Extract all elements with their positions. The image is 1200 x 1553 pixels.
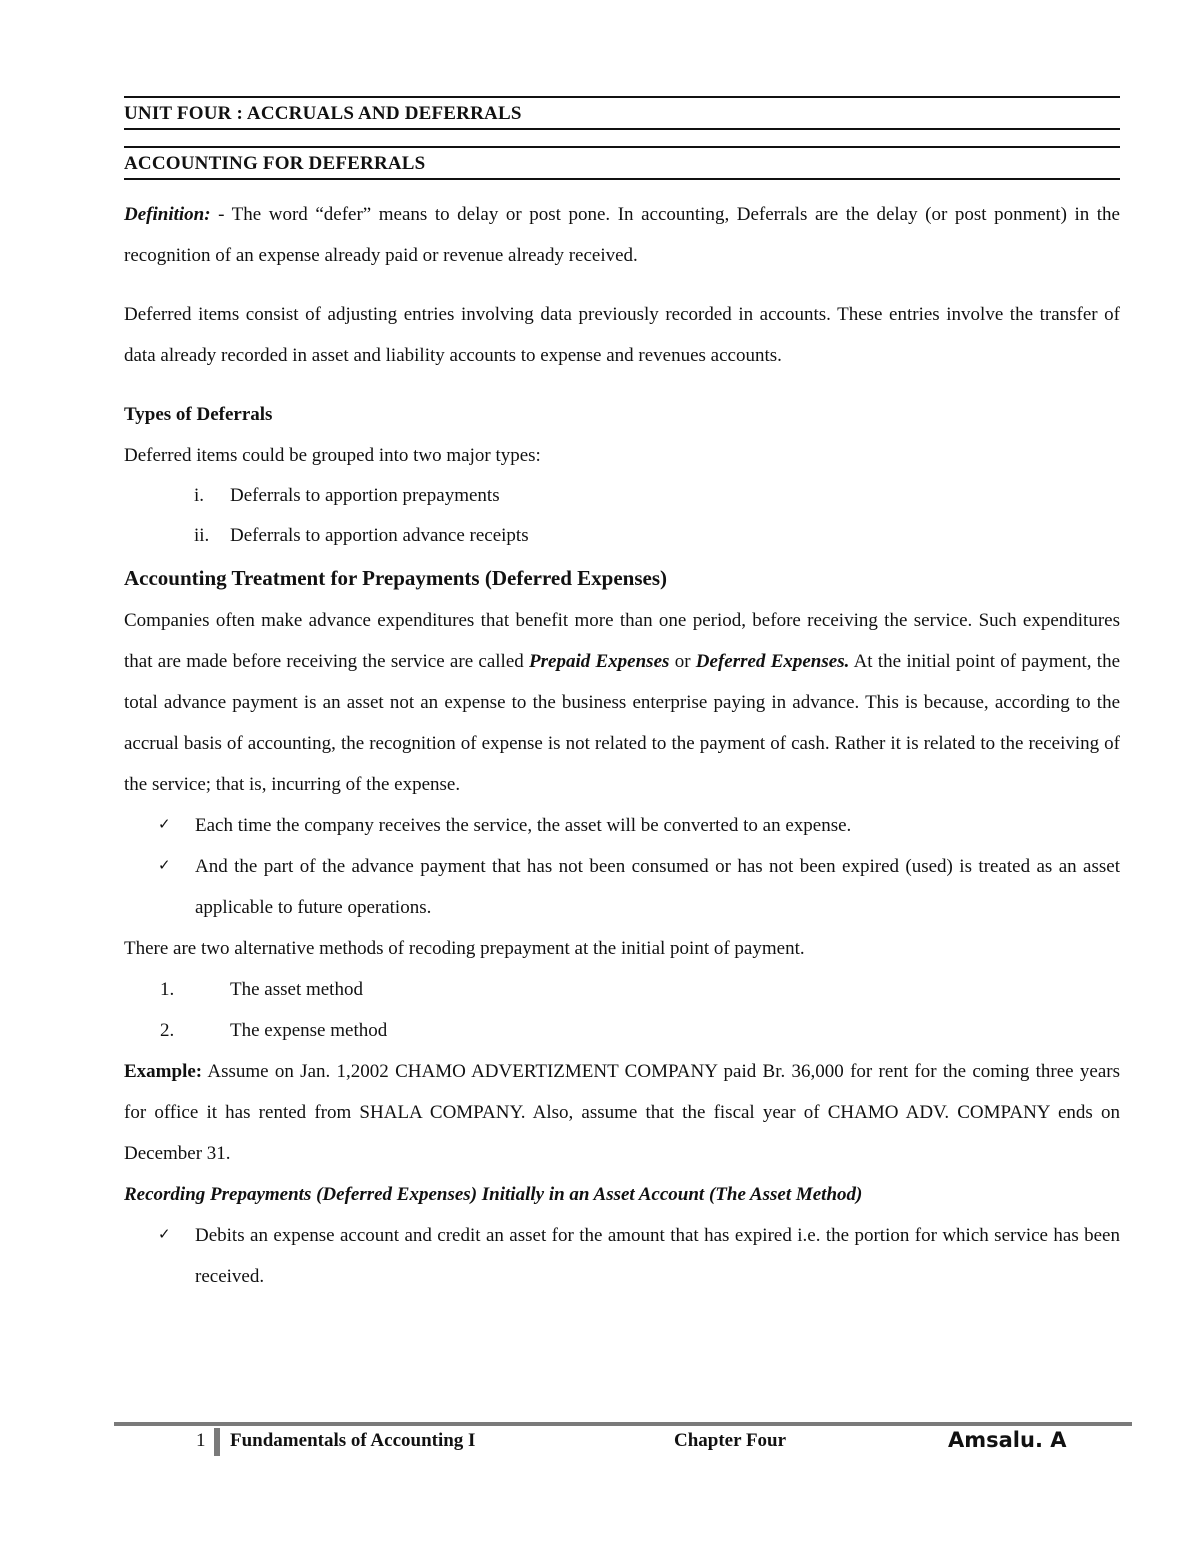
treatment-text-end: At the initial point of payment, the total advance payment is an asset not an expense to the business enterprise paying in advance. This is because, according to the accrual basis of accounting, the recognition of expense is not related to the payment of cash. Rather it is related to the receiving of the service; that is, incurring of the expense. bbox=[124, 651, 1121, 795]
deferred-expenses-term: Deferred Expenses. bbox=[695, 651, 850, 672]
list-item-number: ii. bbox=[194, 525, 210, 546]
types-intro: Deferred items could be grouped into two major types: bbox=[124, 445, 541, 466]
treatment-text-or: or bbox=[669, 651, 696, 672]
list-item-number: 1. bbox=[160, 979, 175, 1000]
unit-title: UNIT FOUR : ACCRUALS AND DEFERRALS bbox=[124, 103, 522, 124]
treatment-bullets bbox=[124, 805, 1120, 928]
footer-course-title: Fundamentals of Accounting I bbox=[230, 1430, 476, 1451]
methods-intro: There are two alternative methods of recoding prepayment at the initial point of payment. bbox=[124, 938, 805, 959]
list-item-text: Each time the company receives the service, the asset will be converted to an expense. bbox=[195, 815, 852, 836]
list-item bbox=[124, 846, 1120, 928]
list-item bbox=[124, 1010, 1120, 1051]
prepaid-expenses-term: Prepaid Expenses bbox=[529, 651, 670, 672]
unit-heading-block bbox=[124, 96, 1120, 130]
footer-divider bbox=[114, 1422, 1132, 1426]
example-text: Assume on Jan. 1,2002 CHAMO ADVERTIZMENT COMPANY paid Br. 36,000 for rent for the coming three years for office it has rented from SHALA COMPANY. Also, assume that the fiscal year of CHAMO ADV. COMPANY ends on December 31. bbox=[124, 1061, 1120, 1164]
definition-text: - The word “defer” means to delay or post pone. In accounting, Deferrals are the delay (or post ponment) in the recognition of an expense already paid or revenue already received. bbox=[124, 204, 1120, 266]
list-item-text: Debits an expense account and credit an asset for the amount that has expired i.e. the portion for which service has been received. bbox=[195, 1225, 1120, 1287]
page-footer bbox=[114, 1422, 1132, 1462]
treatment-paragraph bbox=[124, 600, 1120, 805]
list-item bbox=[124, 476, 1120, 516]
check-mark-icon: ✓ bbox=[158, 858, 171, 874]
list-item-text: Deferrals to apportion prepayments bbox=[230, 485, 500, 506]
definition-label: Definition: bbox=[124, 204, 211, 225]
footer-chapter: Chapter Four bbox=[674, 1430, 787, 1451]
footer-separator bbox=[214, 1428, 220, 1456]
list-item-number: i. bbox=[194, 485, 205, 506]
page-content bbox=[124, 96, 1120, 1297]
section-title: ACCOUNTING FOR DEFERRALS bbox=[124, 153, 426, 174]
deferred-items-paragraph: Deferred items consist of adjusting entries involving data previously recorded in accounts. These entries involve the transfer of data already recorded in asset and liability accounts to expense and revenues accounts. bbox=[124, 304, 1120, 366]
list-item bbox=[124, 1215, 1120, 1297]
definition-paragraph bbox=[124, 194, 1120, 276]
types-heading: Types of Deferrals bbox=[124, 404, 273, 425]
list-item bbox=[124, 516, 1120, 556]
asset-method-heading: Recording Prepayments (Deferred Expenses) Initially in an Asset Account (The Asset Method) bbox=[124, 1184, 863, 1205]
check-mark-icon: ✓ bbox=[158, 817, 171, 833]
check-mark-icon: ✓ bbox=[158, 1227, 171, 1243]
list-item bbox=[124, 969, 1120, 1010]
example-paragraph bbox=[124, 1051, 1120, 1174]
list-item-text: Deferrals to apportion advance receipts bbox=[230, 525, 529, 546]
list-item-text: The expense method bbox=[230, 1020, 388, 1041]
page-number: 1 bbox=[196, 1430, 206, 1451]
asset-method-bullets bbox=[124, 1215, 1120, 1297]
list-item bbox=[124, 805, 1120, 846]
list-item-text: The asset method bbox=[230, 979, 363, 1000]
list-item-text: And the part of the advance payment that has not been consumed or has not been expired (used) is treated as an asset applicable to future operations. bbox=[195, 856, 1120, 918]
types-list bbox=[124, 476, 1120, 556]
methods-list bbox=[124, 969, 1120, 1051]
treatment-heading: Accounting Treatment for Prepayments (Deferred Expenses) bbox=[124, 566, 667, 590]
treatment-text-start: Companies often make advance expenditures that benefit more than one period, before receiving the service. Such expenditures that are made before receiving the service are called bbox=[124, 610, 1120, 672]
example-label: Example: bbox=[124, 1061, 203, 1082]
list-item-number: 2. bbox=[160, 1020, 175, 1041]
footer-author: Amsalu. A bbox=[948, 1428, 1067, 1452]
section-heading-block bbox=[124, 146, 1120, 180]
